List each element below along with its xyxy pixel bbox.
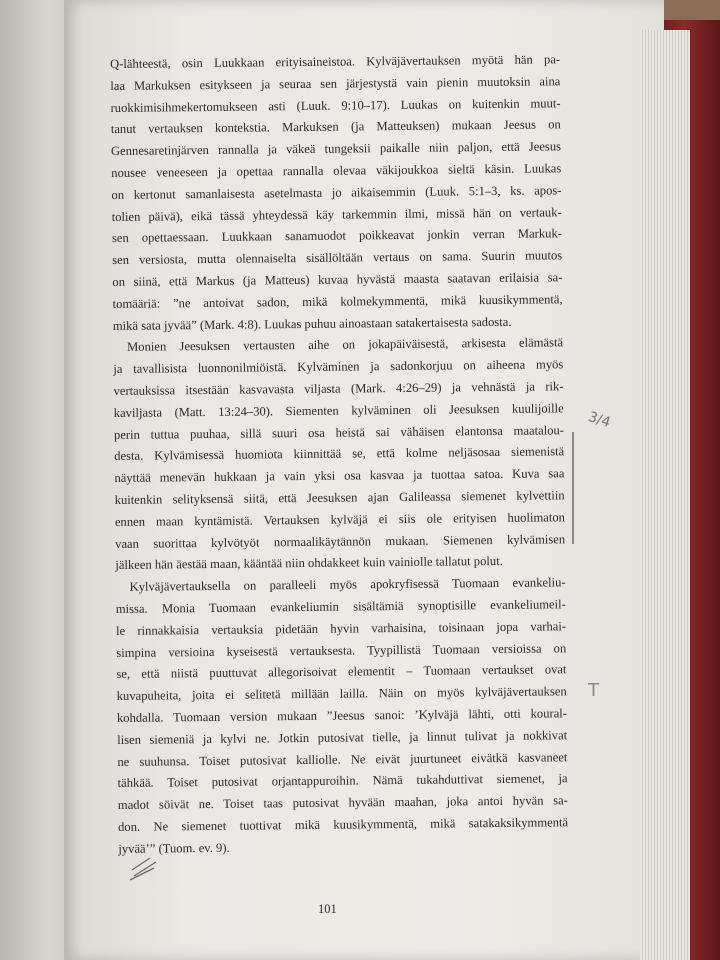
handwritten-margin-mark: T bbox=[588, 680, 599, 701]
text-line: sen versiosta, mutta olennaiselta sisällöltään vertaus on sama. Suurin muutos bbox=[112, 248, 563, 268]
text-line: mikä sata jyvää” (Mark. 4:8). Luukas puhuu ainoastaan satakertaisesta sadosta. bbox=[112, 314, 512, 333]
text-line: missa. Monia Tuomaan evankeliumin sisältämiä synoptisille evankeliumeil- bbox=[115, 597, 566, 616]
text-line: kuitenkin selityksensä siitä, että Jeesuksen ajan Galileassa siemenet kylvettiin bbox=[114, 488, 565, 507]
text-line: laa Markuksen esitykseen ja seuraa sen järjestystä vain pienin muutoksin aina bbox=[110, 74, 561, 93]
text-line: madot söivät ne. Toiset taas putosivat hyvään maahan, joka antoi hyvän sa- bbox=[117, 793, 568, 813]
text-line: nousee veneeseen ja opettaa rannalla olevaa väkijoukkoa sieltä käsin. Luukas bbox=[111, 161, 562, 180]
text-line: jyvää’” (Tuom. ev. 9). bbox=[118, 840, 230, 856]
text-line: ne suuhunsa. Toiset putosivat kalliolle. Ne eivät juurtuneet eivätkä kasvaneet bbox=[117, 749, 568, 769]
text-line: Gennesaretinjärven rannalla ja väkeä tungeksii paikalle niin paljon, että Jeesus bbox=[110, 139, 562, 159]
text-line: Monien Jeesuksen vertausten aihe on jokapäiväisestä, arkisesta elämästä bbox=[126, 335, 564, 355]
text-line: sen opettaessaan. Luukkaan sanamuodot poikkeavat jonkin verran Markuk- bbox=[111, 226, 562, 246]
text-line: ruokkimisihmekertomukseen asti (Luuk. 9:10–17). Luukas on kuitenkin muut- bbox=[110, 95, 561, 115]
text-line: jälkeen hän äestää maan, kääntää niin ohdakkeet kuin vainiolle tallatut polut. bbox=[115, 554, 503, 573]
text-line: kuvapuheita, joita ei selitetä millään lailla. Näin on myös kylväjävertauksen bbox=[116, 684, 567, 704]
page-number: 101 bbox=[318, 902, 337, 916]
text-line: desta. Kylvämisessä huomiota kiinnittää se, että kolme neljäsosaa siemenistä bbox=[114, 444, 565, 464]
text-line: tolien päivä), eikä tässä yhteydessä käy tarkemmin ilmi, missä hän on vertauk- bbox=[111, 204, 562, 224]
text-line: kohdalla. Tuomaan version mukaan ”Jeesus sanoi: ’Kylväjä lähti, otti koural- bbox=[116, 706, 568, 725]
text-line: simpina versioina kyseisestä vertauksesta. Tyypillistä Tuomaan versioissa on bbox=[116, 640, 567, 660]
text-line: Kylväjävertauksella on paralleeli myös apokryfisessä Tuomaan evankeliu- bbox=[129, 575, 566, 594]
text-line: se, että niistä puuttuvat allegorisoivat elementit – Tuomaan vertaukset ovat bbox=[116, 662, 567, 682]
text-line: ja tavallisista luonnonilmiöistä. Kylväminen ja sadonkorjuu on aiheena myös bbox=[113, 357, 564, 377]
text-line: tähkää. Toiset putosivat orjantappuroihin. Nämä tukahduttivat siemenet, ja bbox=[117, 771, 568, 791]
text-line: perin tuttua puuhaa, sillä suuri osa heistä sai vähäisen elantonsa maatalou- bbox=[113, 422, 565, 442]
handwritten-scribble bbox=[128, 848, 168, 882]
text-line: tanut vertauksen kontekstia. Markuksen (ja Matteuksen) mukaan Jeesus on bbox=[110, 117, 561, 137]
text-line: vertauksissa itsestään kasvavasta viljasta (Mark. 4:26–29) ja vehnästä ja rik- bbox=[113, 379, 564, 398]
handwritten-margin-bar bbox=[572, 432, 574, 544]
text-line: vaan suorittaa kylvötyöt normaalikäytännön mukaan. Siemenen kylvämisen bbox=[115, 531, 566, 551]
text-line: Q-lähteestä, osin Luukkaan erityisaineistoa. Kylväjävertauksen myötä hän pa- bbox=[110, 52, 561, 71]
text-line: tomääriä: ”ne antoivat sadon, mikä kolmekymmentä, mikä kuusikymmentä, bbox=[112, 292, 563, 311]
text-line: lisen siemeniä ja kylvi ne. Jotkin putosivat tielle, ja linnut tulivat ja nokkivat bbox=[117, 727, 568, 747]
text-line: kaviljasta (Matt. 13:24–30). Siementen kylväminen oli Jeesuksen kuulijoille bbox=[113, 401, 564, 420]
page-body-text bbox=[110, 49, 568, 860]
text-line: näyttää menevän hukkaan ja vain yksi osa kasvaa ja tuottaa satoa. Kuva saa bbox=[114, 466, 565, 486]
text-line: on siinä, että Markus (ja Matteus) kuvaa hyvästä maasta saatavan erilaisia sa- bbox=[112, 270, 563, 289]
handwritten-margin-note: 3/4 bbox=[586, 408, 613, 432]
page-stack-edge bbox=[640, 30, 690, 960]
text-line: on kertonut samanlaisesta asetelmasta jo aikaisemmin (Luuk. 5:1–3, ks. apos- bbox=[111, 183, 562, 202]
text-line: don. Ne siemenet tuottivat mikä kuusikymmentä, mikä satakaksikymmentä bbox=[118, 815, 569, 834]
text-line: le rinnakkaisia vertauksia pidetään hyvin varhaisina, toisinaan jopa varhai- bbox=[115, 618, 567, 638]
text-line: ennen maan kyntämistä. Vertauksen kylväjä ei siis ole erityisen huolimaton bbox=[114, 509, 565, 529]
